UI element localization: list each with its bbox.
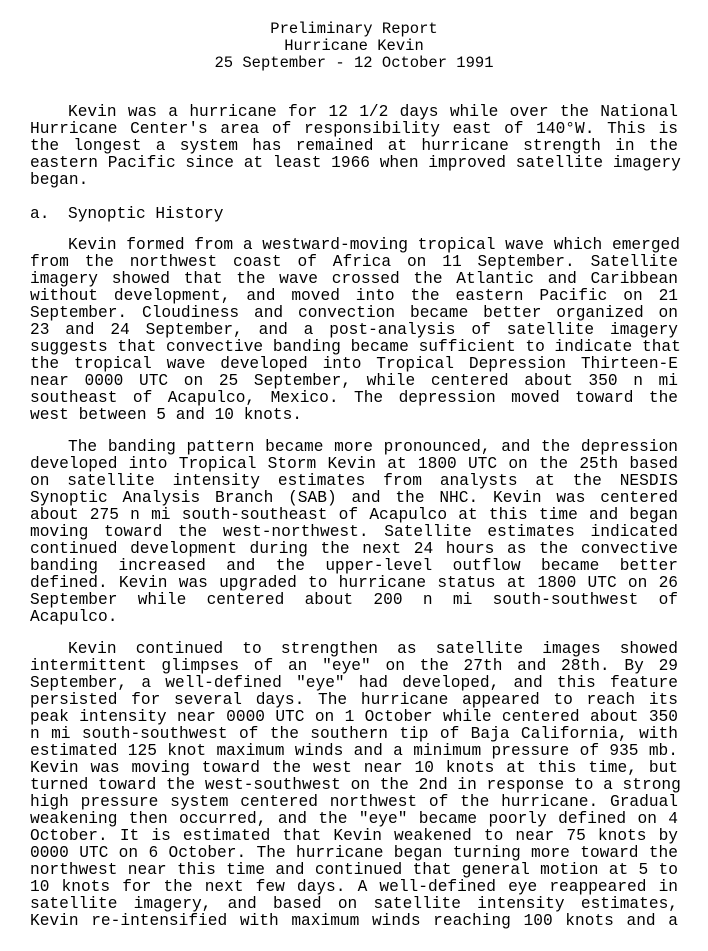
paragraph-line: intermittent glimpses of an "eye" on the 27th and 28th. By 29 — [30, 657, 678, 675]
paragraph-line: without development, and moved into the eastern Pacific on 21 — [30, 287, 678, 305]
paragraph-line: banding increased and the upper-level outflow became better — [30, 557, 678, 575]
paragraph-line: 10 knots for the next few days. A well-defined eye reappeared in — [30, 878, 678, 896]
paragraph-line: satellite imagery, and based on satellite intensity estimates, — [30, 895, 678, 913]
paragraph-line: Kevin was moving toward the west near 10 knots at this time, but — [30, 759, 678, 777]
date-range: 25 September - 12 October 1991 — [214, 54, 494, 72]
paragraph-line: September. Cloudiness and convection became better organized on — [30, 304, 678, 322]
paragraph-line: Kevin re-intensified with maximum winds reaching 100 knots and a — [30, 912, 678, 930]
paragraph-line: southeast of Acapulco, Mexico. The depression moved toward the — [30, 389, 678, 407]
paragraph-line: 23 and 24 September, and a post-analysis of satellite imagery — [30, 321, 678, 339]
paragraph-line: Kevin continued to strengthen as satellite images showed — [68, 640, 678, 658]
paragraph-line: developed into Tropical Storm Kevin at 1800 UTC on the 25th based — [30, 455, 678, 473]
paragraph-line: The banding pattern became more pronounced, and the depression — [68, 438, 678, 456]
intro-line: Hurricane Center's area of responsibility east of 140°W. This is — [30, 120, 678, 138]
paragraph-line: estimated 125 knot maximum winds and a minimum pressure of 935 mb. — [30, 742, 678, 760]
paragraph-line: Synoptic Analysis Branch (SAB) and the NHC. Kevin was centered — [30, 489, 678, 507]
paragraph-line: Kevin formed from a westward-moving tropical wave which emerged — [68, 236, 680, 254]
section-label: a. — [30, 205, 50, 223]
paragraph-line: about 275 n mi south-southeast of Acapulco at this time and began — [30, 506, 678, 524]
paragraph-line: west between 5 and 10 knots. — [30, 406, 302, 424]
paragraph-line: September while centered about 200 n mi south-southwest of — [30, 591, 678, 609]
paragraph-line: peak intensity near 0000 UTC on 1 October while centered about 350 — [30, 708, 678, 726]
paragraph-line: imagery showed that the wave crossed the Atlantic and Caribbean — [30, 270, 678, 288]
storm-name: Hurricane Kevin — [284, 37, 424, 55]
paragraph-line: Acapulco. — [30, 608, 118, 626]
paragraph-line: on satellite intensity estimates from analysts at the NESDIS — [30, 472, 678, 490]
paragraph-line: continued development during the next 24 hours as the convective — [30, 540, 678, 558]
paragraph-line: suggests that convective banding became sufficient to indicate that — [30, 338, 681, 356]
paragraph-line: moving toward the west-northwest. Satellite estimates indicated — [30, 523, 678, 541]
intro-line: the longest a system has remained at hurricane strength in the — [30, 137, 678, 155]
paragraph-line: September, a well-defined "eye" had developed, and this feature — [30, 674, 678, 692]
paragraph-line: turned toward the west-southwest on the 2nd in response to a strong — [30, 776, 681, 794]
paragraph-line: near 0000 UTC on 25 September, while centered about 350 n mi — [30, 372, 678, 390]
section-title: Synoptic History — [68, 205, 224, 223]
paragraph-line: 0000 UTC on 6 October. The hurricane began turning more toward the — [30, 844, 678, 862]
paragraph-line: northwest near this time and continued that general motion at 5 to — [30, 861, 678, 879]
paragraph-line: n mi south-southwest of the southern tip of Baja California, with — [30, 725, 678, 743]
paragraph-line: October. It is estimated that Kevin weakened to near 75 knots by — [30, 827, 678, 845]
intro-line: began. — [30, 171, 89, 189]
paragraph-line: the tropical wave developed into Tropical Depression Thirteen-E — [30, 355, 678, 373]
intro-line: eastern Pacific since at least 1966 when improved satellite imagery — [30, 154, 681, 172]
report-title: Preliminary Report — [270, 20, 438, 38]
intro-line: Kevin was a hurricane for 12 1/2 days while over the National — [68, 103, 678, 121]
paragraph-line: persisted for several days. The hurricane appeared to reach its — [30, 691, 678, 709]
paragraph-line: defined. Kevin was upgraded to hurricane status at 1800 UTC on 26 — [30, 574, 678, 592]
paragraph-line: weakening then occurred, and the "eye" became poorly defined on 4 — [30, 810, 678, 828]
paragraph-line: from the northwest coast of Africa on 11 September. Satellite — [30, 253, 678, 271]
paragraph-line: high pressure system centered northwest of the hurricane. Gradual — [30, 793, 678, 811]
